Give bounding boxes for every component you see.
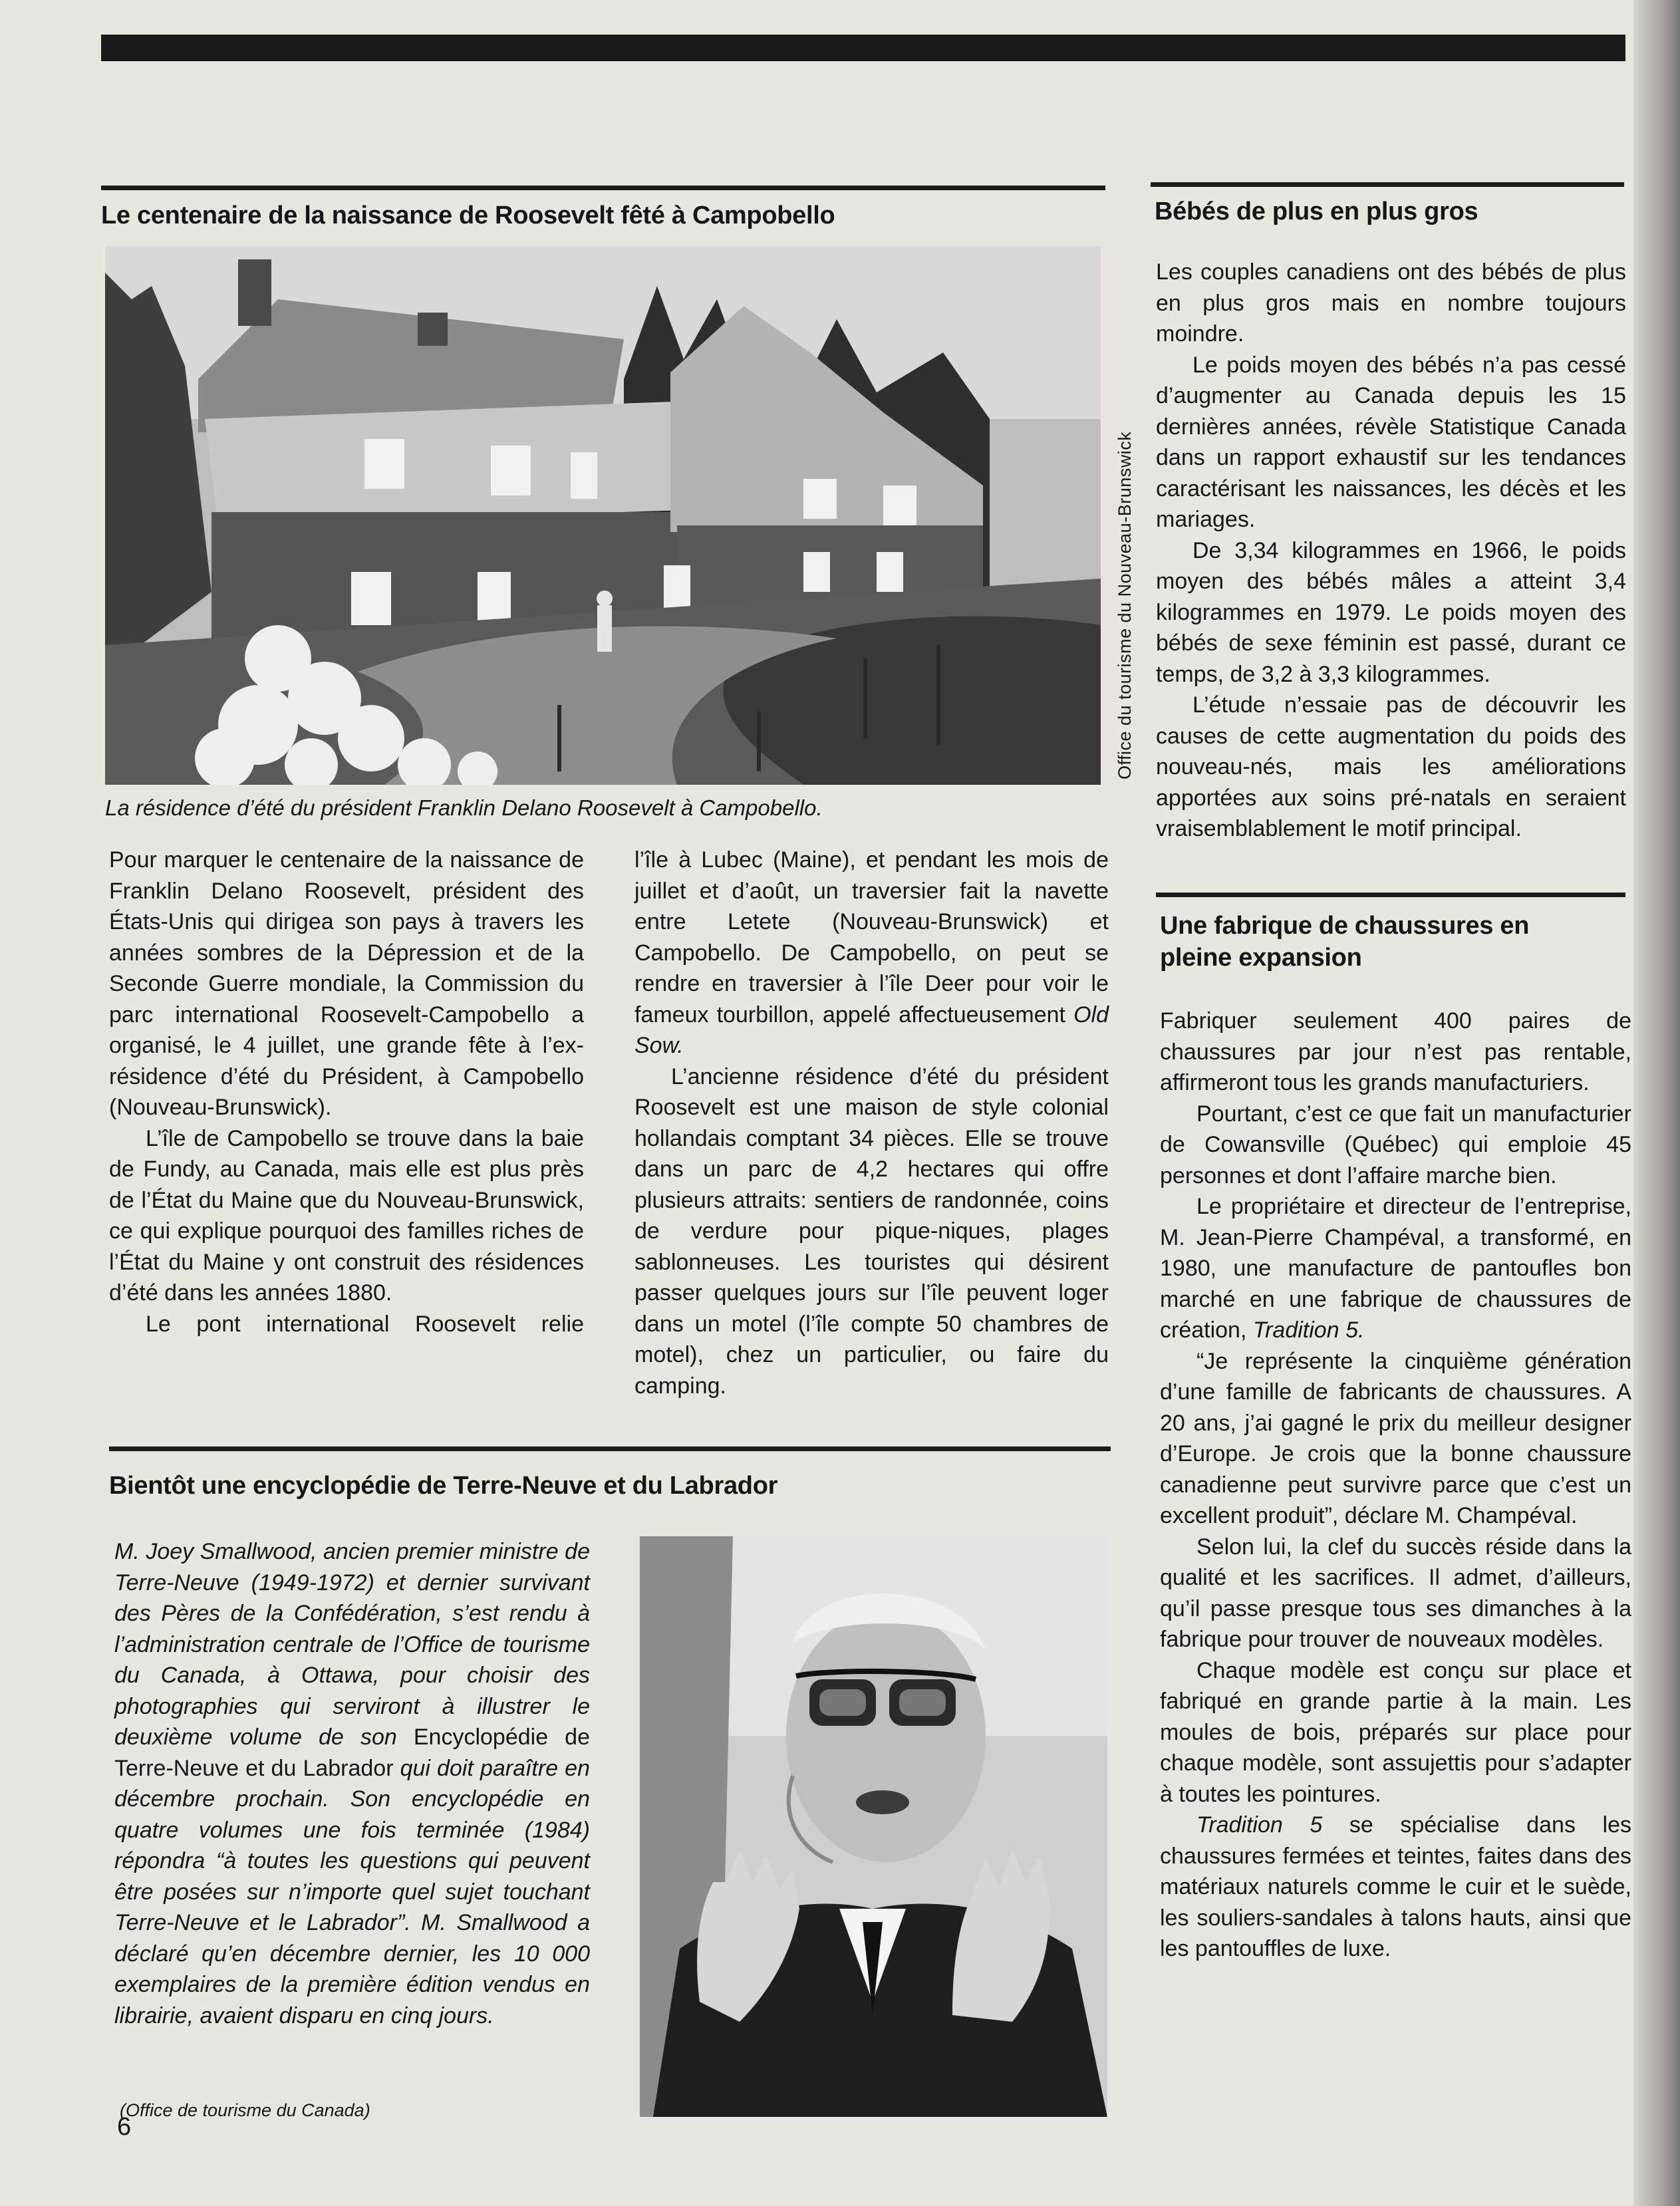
article4-body	[1160, 1006, 1631, 1965]
photo-credit: Office du tourisme du Nouveau-Brunswick	[1115, 431, 1135, 779]
article2-text: M. Joey Smallwood, ancien premier ministre de Terre-Neuve (1949-1972) et dernier survivant des Pères de la Confédération, s’est rendu à l’administration centrale de l’Office de tourisme du Canada, à Ottawa, pour choisir des photographies qui serviront à illustrer le deuxième volume de son	[114, 1539, 590, 1750]
article4-paragraph: Pourtant, c’est ce que fait un manufacturier de Cowansville (Québec) qui emploie 45 personnes et dont l’affaire marche bien.	[1160, 1101, 1631, 1188]
article4-paragraph	[1160, 1810, 1631, 1965]
article1-paragraph: L’île de Campobello se trouve dans la baie de Fundy, au Canada, mais elle est plus près de l’État du Maine que du Nouveau-Brunswick, ce qui explique pourquoi des familles riches de l’État du Maine y ont construit des résidences d’été dans les années 1880.	[109, 1125, 584, 1306]
article1-col1	[109, 845, 584, 1339]
article1-col2	[634, 845, 1109, 1401]
article2-headline: Bientôt une encyclopédie de Terre-Neuve et du Labrador	[109, 1472, 778, 1500]
article1-text: l’île à Lubec (Maine), et pendant les mois de juillet et d’août, un traversier fait la navette entre Letete (Nouveau-Brunswick) et Campobello. De Campobello, on peut se rendre en traversier à l’île Deer pour voir le fameux tourbillon, appelé affectueusement	[634, 847, 1109, 1028]
article1-paragraph: L’ancienne résidence d’été du président Roosevelt est une maison de style colonial hollandais comptant 34 pièces. Elle se trouve dans un parc de 4,2 hectares qui offre plusieurs attraits: sentiers de randonnée, coins de verdure pour pique-niques, plages sablonneuses. Les touristes qui désirent passer quelques jours sur l’île peuvent loger dans un motel (l’île compte 50 chambres de motel), chez un particulier, ou faire du camping.	[634, 1063, 1109, 1399]
article1-paragraph: Pour marquer le centenaire de la naissance de Franklin Delano Roosevelt, président des États-Unis qui dirigea son pays à travers les années sombres de la Dépression et de la Seconde Guerre mondiale, la Commission du parc international Roosevelt-Campobello a organisé, le 4 juillet, une grande fête à l’ex-résidence d’été du Président, à Campobello (Nouveau-Brunswick).	[109, 847, 584, 1120]
article1-paragraph	[634, 845, 1109, 1061]
article2-rule	[109, 1447, 1111, 1451]
article3-paragraph: Le poids moyen des bébés n’a pas cessé d’augmenter au Canada depuis les 15 dernières années, révèle Statistique Canada dans un rapport exhaustif sur les tendances caractérisant les naissances, les décès et les mariages.	[1156, 352, 1626, 532]
old-sow-name: Old Sow.	[634, 1002, 1109, 1058]
article1-paragraph: Le pont international Roosevelt relie	[146, 1311, 584, 1337]
photo-caption: La résidence d’été du président Franklin Delano Roosevelt à Campobello.	[105, 795, 823, 820]
page-edge	[1633, 0, 1680, 2206]
roosevelt-house-photo	[105, 246, 1101, 785]
article3-paragraph: Les couples canadiens ont des bébés de plus en plus gros mais en nombre toujours moindre.	[1156, 259, 1626, 346]
page-number: 6	[117, 2113, 132, 2141]
article4-rule	[1156, 893, 1625, 897]
article1-headline: Le centenaire de la naissance de Roosevelt fêté à Campobello	[101, 202, 835, 229]
article1-rule	[101, 186, 1105, 190]
article3-paragraph: De 3,34 kilogrammes en 1966, le poids moyen des bébés mâles a atteint 3,4 kilogrammes en 1979. Le poids moyen des bébés de sexe féminin est passé, durant ce temps, de 3,2 à 3,3 kilogrammes.	[1156, 537, 1626, 687]
smallwood-portrait-photo	[640, 1536, 1107, 2117]
article3-rule	[1151, 182, 1624, 187]
article3-paragraph: L’étude n’essaie pas de découvrir les causes de cette augmentation du poids des nouveau-nés, mais les améliorations apportées aux soins pré-natals en seraient vraisemblablement le motif principal.	[1156, 692, 1626, 841]
article4-paragraph: Selon lui, la clef du succès réside dans la qualité et les sacrifices. Il admet, d’ailleurs, qu’il passe presque tous ses dimanches à la fabrique pour trouver de nouveaux modèles.	[1160, 1534, 1631, 1652]
article4-headline: Une fabrique de chaussures en pleine expansion	[1160, 912, 1530, 972]
brand-name: Tradition 5	[1196, 1812, 1323, 1838]
article3-headline: Bébés de plus en plus gros	[1155, 198, 1478, 225]
brand-name: Tradition 5.	[1252, 1317, 1365, 1343]
article2-text: qui doit paraître en décembre prochain. Son encyclopédie en quatre volumes une fois terminée (1984) répondra “à toutes les questions qui peuvent être posées sur n’importe quel sujet touchant Terre-Neuve et le Labrador”. M. Smallwood a déclaré qu’en décembre dernier, les 10 000 exemplaires de la première édition vendus en librairie, avaient disparu en cinq jours.	[114, 1755, 590, 2028]
article4-text: Le propriétaire et directeur de l’entreprise, M. Jean-Pierre Champéval, a transformé, en 1980, une manufacture de pantoufles bon marché en une fabrique de chaussures de création,	[1160, 1194, 1631, 1343]
article4-text: se spécialise dans les chaussures fermées et teintes, faites dans des matériaux naturels comme le cuir et le suède, les souliers-sandales à talons hauts, ainsi que les pantouffles de luxe.	[1160, 1812, 1631, 1961]
top-bar	[101, 35, 1625, 61]
article4-paragraph	[1160, 1191, 1631, 1346]
article2-source: (Office de tourisme du Canada)	[120, 2100, 370, 2120]
article2-intro	[114, 1536, 590, 2031]
article4-paragraph: Chaque modèle est conçu sur place et fabriqué en grande partie à la main. Les moules de bois, préparés sur place pour chaque modèle, sont assujettis pour s’adapter à toutes les pointures.	[1160, 1657, 1631, 1807]
article4-paragraph: Fabriquer seulement 400 paires de chaussures par jour n’est pas rentable, affirmeront tous les grands manufacturiers.	[1160, 1008, 1631, 1095]
article3-body	[1156, 257, 1626, 845]
article4-paragraph: “Je représente la cinquième génération d’une famille de fabricants de chaussures. A 20 ans, j’ai gagné le prix du meilleur designer d’Europe. Je crois que la bonne chaussure canadienne peut survivre parce que c’est un excellent produit”, déclare M. Champéval.	[1160, 1348, 1631, 1528]
encyclopedia-title: Encyclopédie de Terre-Neuve et du Labrador	[114, 1724, 590, 1781]
